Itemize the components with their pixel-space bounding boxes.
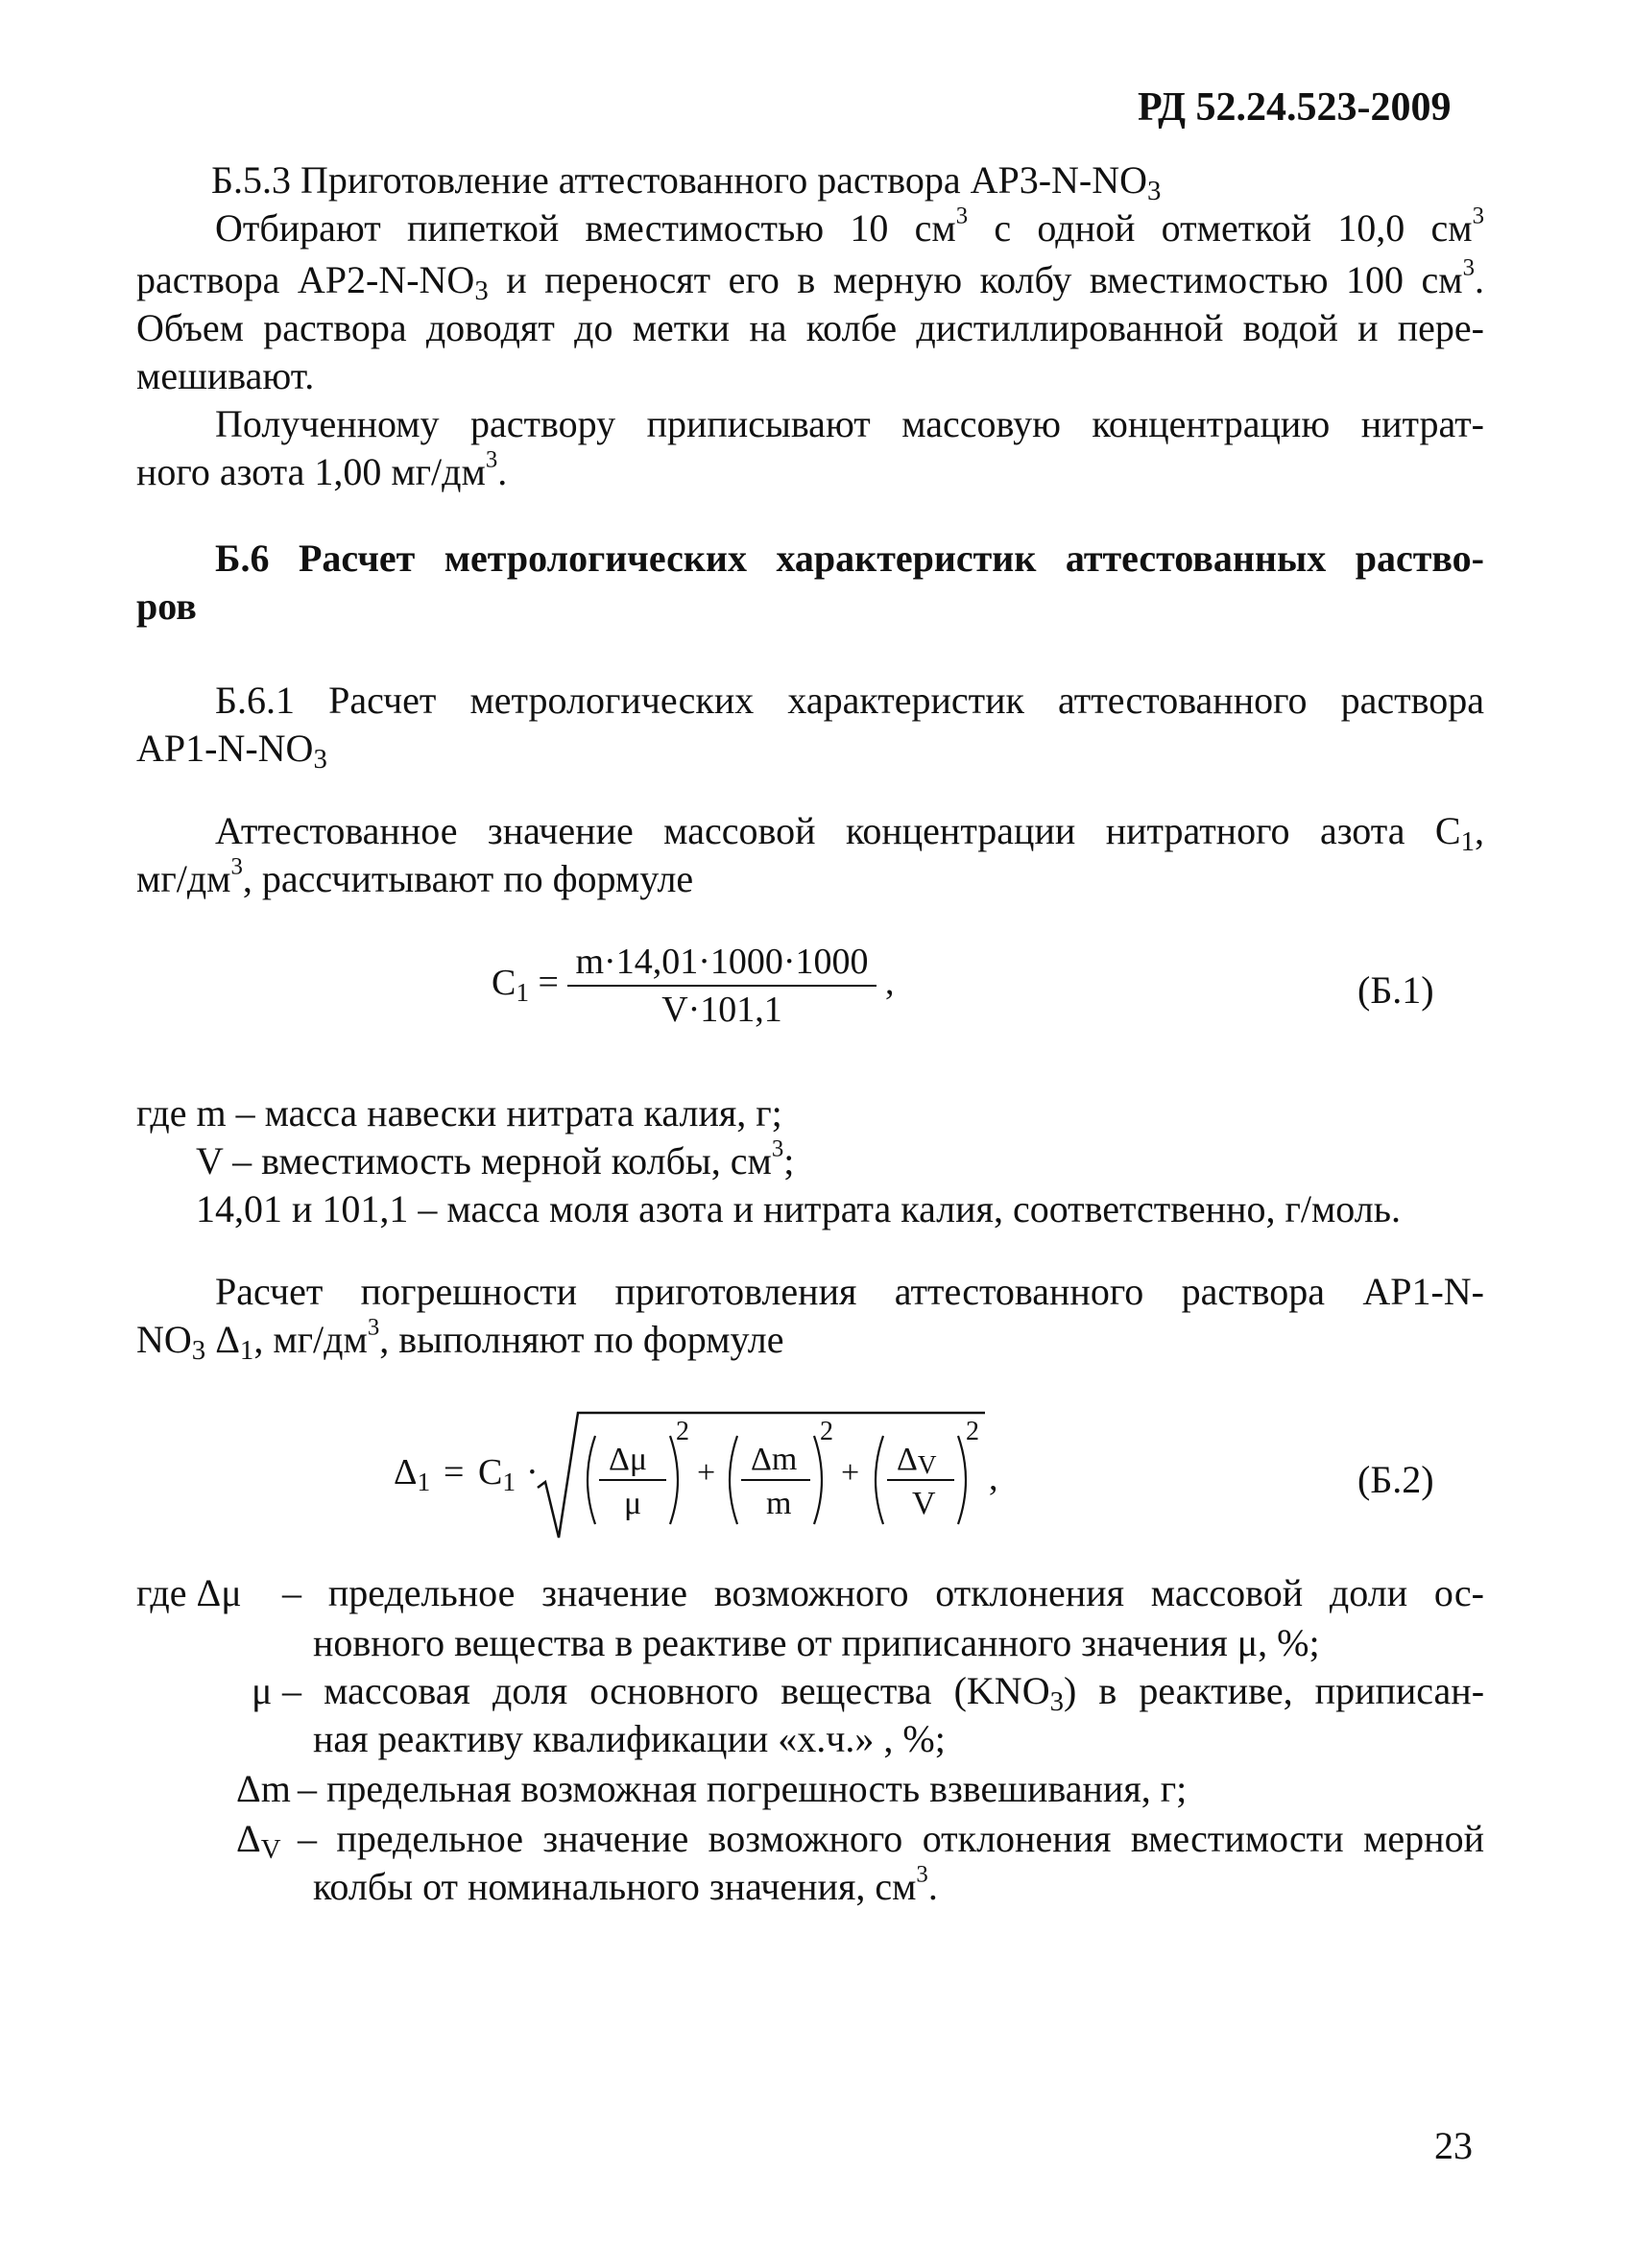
paragraph-line: раствора $АР2-N-NO_3$ и переносят его в мерную колбу вместимостью 100 $см^3$.: [136, 254, 1484, 307]
formula-b1: [492, 941, 895, 1031]
plus-sign: +: [697, 1455, 716, 1491]
term-m-denominator: m: [766, 1486, 792, 1521]
legend-line: новного вещества в реактиве от приписанного значения μ, %;: [313, 1621, 1320, 1664]
section-b6-title-cont: ров: [136, 585, 197, 628]
legend-line: V – вместимость мерной колбы, $см^3$;: [196, 1135, 795, 1182]
paragraph-line: ного азота 1,00 $мг/дм^3$.: [136, 446, 508, 493]
formula-b2: [394, 1401, 1008, 1545]
legend-line: – предельная возможная погрешность взвешивания, г;: [298, 1767, 1188, 1810]
section-b53-title: Б.5.3 Приготовление аттестованного раствора $АР3-N-NO_3$: [211, 158, 1162, 207]
paragraph-line: $NO_3$ $\Delta_1$, $мг/дм^3$, выполняют по формуле: [136, 1314, 784, 1367]
formula-b1-fraction: [567, 941, 876, 1031]
legend-line: – массовая доля основного вещества $(KNO_3)$ в реактиве, приписан-: [282, 1669, 1485, 1718]
paragraph-line: $мг/дм^3$, рассчитывают по формуле: [136, 853, 694, 900]
formula-b1-numerator: m·14,01·1000·1000: [567, 941, 876, 987]
legend-line: где m – масса навески нитрата калия, г;: [136, 1091, 782, 1134]
paragraph-line: Объем раствора доводят до метки на колбе дистиллированной водой и пере-: [136, 306, 1484, 349]
formula-b2-c1: $C_1$: [478, 1452, 516, 1496]
page-number: 23: [1434, 2124, 1473, 2167]
formula-b2-lhs: $\Delta_1$: [394, 1452, 431, 1496]
term-m-power: 2: [820, 1417, 833, 1446]
plus-sign: +: [841, 1455, 860, 1491]
legend-line: Δm: [236, 1767, 291, 1810]
term-mu-numerator: Δμ: [609, 1442, 648, 1477]
paragraph-line: мешивают.: [136, 354, 315, 397]
formula-b1-comma: ,: [885, 962, 895, 1003]
legend-line: $\Delta_V$: [236, 1817, 281, 1866]
term-v-denominator: V: [912, 1486, 936, 1521]
term-mu-power: 2: [676, 1417, 689, 1446]
term-v-power: 2: [966, 1417, 979, 1446]
paragraph-line: Отбирают пипеткой вместимостью 10 $см^3$ с одной отметкой 10,0 $см^3$: [215, 203, 1485, 250]
formula-b1-number: (Б.1): [1357, 968, 1434, 1012]
section-b61-title-cont: $АР1-N-NO_3$: [136, 727, 327, 776]
formula-b1-denominator: V·101,1: [661, 990, 782, 1030]
section-b61-title: Б.6.1 Расчет метрологических характеристик аттестованного раствора: [215, 679, 1484, 722]
formula-b2-dot: ·: [526, 1452, 539, 1492]
legend-line: – предельное значение возможного отклонения массовой доли ос-: [282, 1571, 1484, 1614]
legend-line: колбы от номинального значения, $см^3$.: [313, 1861, 938, 1908]
paragraph-line: Аттестованное значение массовой концентрации нитратного азота $С_1$,: [215, 809, 1484, 858]
legend-line: ная реактиву квалификации «х.ч.» , %;: [313, 1717, 946, 1760]
legend-line: – предельное значение возможного отклонения вместимости мерной: [298, 1817, 1484, 1860]
term-mu-denominator: μ: [624, 1486, 642, 1521]
document-code: РД 52.24.523-2009: [1138, 85, 1452, 130]
formula-b2-comma: ,: [989, 1458, 998, 1498]
paragraph-line: Расчет погрешности приготовления аттестованного раствора АР1-N-: [215, 1270, 1484, 1313]
formula-b2-number: (Б.2): [1357, 1458, 1434, 1501]
term-m-numerator: Δm: [751, 1442, 798, 1477]
section-b6-title: Б.6 Расчет метрологических характеристик аттестованных раство-: [215, 537, 1484, 580]
formula-b1-equals: =: [538, 962, 559, 1003]
legend-line: где Δμ: [136, 1571, 242, 1614]
legend-line: μ: [252, 1669, 273, 1712]
legend-line: 14,01 и 101,1 – масса моля азота и нитрата калия, соответственно, г/моль.: [196, 1187, 1401, 1230]
formula-b2-equals: =: [444, 1452, 465, 1492]
formula-b1-lhs: $C_1$: [492, 962, 530, 1007]
paragraph-line: Полученному раствору приписывают массовую концентрацию нитрат-: [215, 402, 1484, 445]
term-v-numerator: $\Delta_V$: [897, 1442, 937, 1480]
